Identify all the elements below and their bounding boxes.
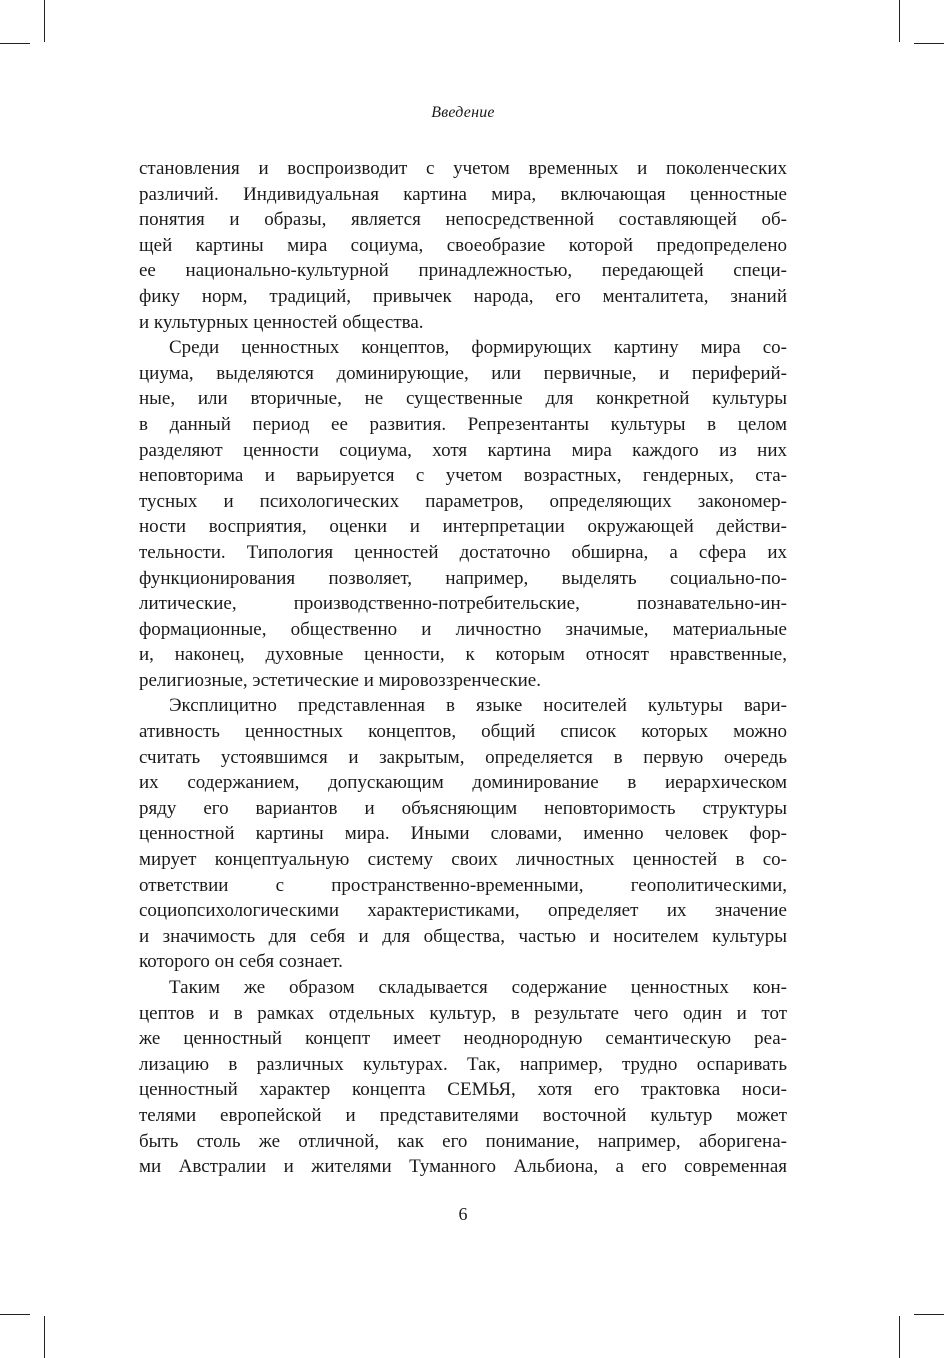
text-line: разделяют ценности социума, хотя картина мира каждого из них [139, 439, 787, 461]
text-line: становления и воспроизводит с учетом временных и поколенческих [139, 158, 787, 179]
crop-mark-top-left-vertical [44, 0, 45, 42]
text-line: Среди ценностных концептов, формирующих картину мира со- [169, 337, 787, 359]
text-line: циума, выделяются доминирующие, или первичные, и периферий- [139, 362, 787, 384]
text-line: быть столь же отличной, как его понимание, например, аборигена- [139, 1130, 787, 1152]
text-line: ности восприятия, оценки и интерпретации окружающей действи- [139, 516, 787, 538]
text-line: ряду его вариантов и объясняющим неповторимость структуры [139, 797, 787, 819]
text-line: понятия и образы, является непосредственной составляющей об- [139, 209, 787, 231]
text-line: ми Австралии и жителями Туманного Альбиона, а его современная [139, 1156, 787, 1178]
text-line: формационные, общественно и личностно значимые, материальные [139, 618, 787, 640]
paragraph [139, 335, 787, 693]
text-line: фику норм, традиций, привычек народа, его менталитета, знаний [139, 285, 787, 307]
text-line: неповторима и варьируется с учетом возрастных, гендерных, ста- [139, 465, 787, 487]
text-line: телями европейской и представителями восточной культур может [139, 1104, 787, 1126]
text-line: мирует концептуальную систему своих личностных ценностей в со- [139, 849, 787, 871]
paragraph [139, 693, 787, 975]
body-text [139, 156, 787, 1180]
text-line: различий. Индивидуальная картина мира, включающая ценностные [139, 183, 787, 205]
text-line: в данный период ее развития. Репрезентанты культуры в целом [139, 413, 787, 435]
text-line: литические, производственно-потребительские, познавательно-ин- [139, 593, 787, 615]
text-line: считать устоявшимся и закрытым, определяется в первую очередь [139, 746, 787, 768]
crop-mark-bottom-right-horizontal [914, 1314, 944, 1315]
text-line: ее национально-культурной принадлежностью, передающей специ- [139, 260, 787, 282]
text-line: и значимость для себя и для общества, частью и носителем культуры [139, 925, 787, 947]
text-line: религиозные, эстетические и мировоззренческие. [139, 669, 541, 691]
crop-mark-bottom-left-vertical [44, 1316, 45, 1358]
text-line: ценностный характер концепта СЕМЬЯ, хотя его трактовка носи- [139, 1079, 787, 1101]
running-head: Введение [431, 104, 495, 121]
text-line: Эксплицитно представленная в языке носителей культуры вари- [169, 695, 787, 717]
text-line: ативность ценностных концептов, общий список которых можно [139, 721, 787, 743]
text-line: же ценностный концепт имеет неоднородную семантическую реа- [139, 1028, 787, 1050]
text-line: и культурных ценностей общества. [139, 311, 424, 333]
text-line: социопсихологическими характеристиками, определяет их значение [139, 900, 787, 922]
text-line: и, наконец, духовные ценности, к которым относят нравственные, [139, 644, 787, 666]
crop-mark-bottom-right-vertical [899, 1316, 900, 1358]
text-line: их содержанием, допускающим доминирование в иерархическом [139, 772, 787, 794]
text-line: ценностной картины мира. Иными словами, именно человек фор- [139, 823, 787, 845]
text-line: тельности. Типология ценностей достаточно обширна, а сфера их [139, 541, 787, 563]
text-line: лизацию в различных культурах. Так, например, трудно оспаривать [139, 1053, 787, 1075]
page-number: 6 [458, 1204, 468, 1224]
text-line: ные, или вторичные, не существенные для конкретной культуры [139, 388, 787, 410]
paragraph [139, 975, 787, 1180]
text-line: щей картины мира социума, своеобразие которой предопределено [139, 234, 787, 256]
crop-mark-bottom-left-horizontal [0, 1314, 30, 1315]
crop-mark-top-right-horizontal [914, 43, 944, 44]
text-line: которого он себя сознает. [139, 951, 343, 973]
text-line: Таким же образом складывается содержание ценностных кон- [169, 977, 787, 998]
paragraph [139, 156, 787, 335]
text-line: ответствии с пространственно-временными, геополитическими, [139, 874, 787, 896]
text-line: тусных и психологических параметров, определяющих закономер- [139, 490, 787, 512]
text-line: функционирования позволяет, например, выделять социально-по- [139, 567, 787, 589]
text-line: цептов и в рамках отдельных культур, в результате чего один и тот [139, 1002, 787, 1024]
crop-mark-top-left-horizontal [0, 43, 30, 44]
crop-mark-top-right-vertical [899, 0, 900, 42]
